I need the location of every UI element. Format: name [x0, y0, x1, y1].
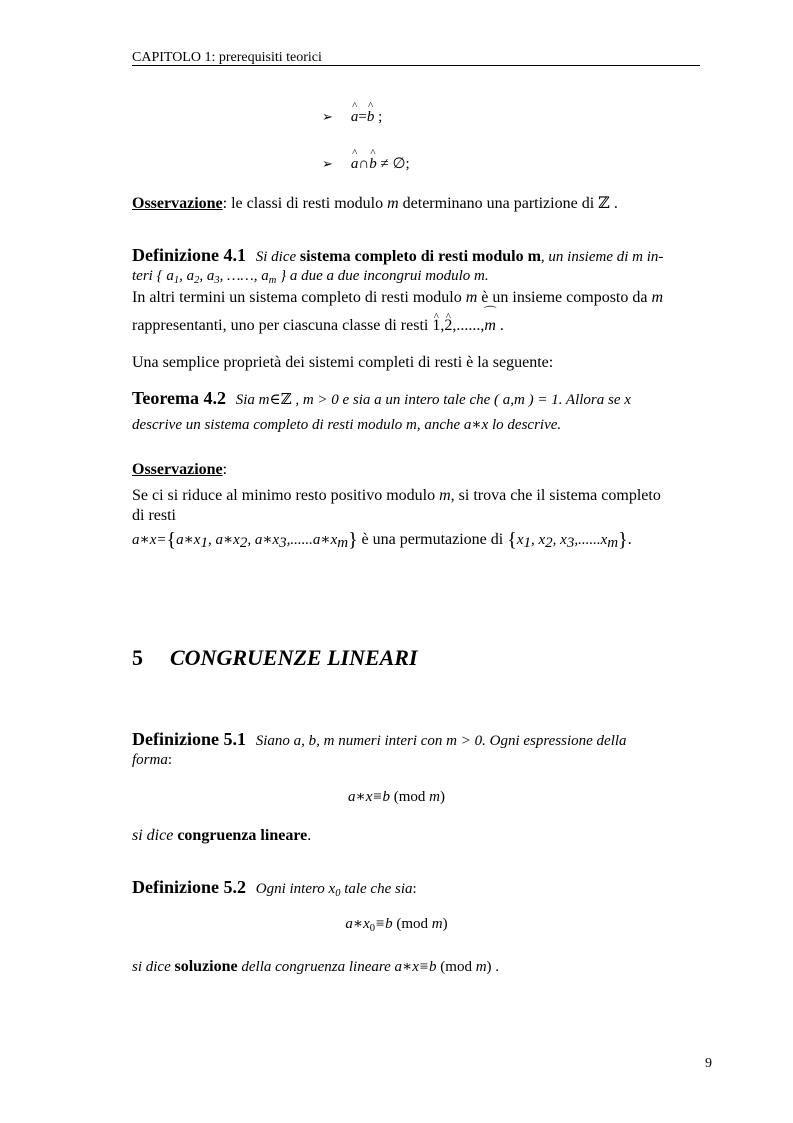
formula-lhs: ^ a [351, 156, 359, 173]
section-number: 5 [132, 645, 143, 670]
section-title: CONGRUENZE LINEARI [170, 645, 418, 670]
osservazione-2-label: Osservazione: [132, 461, 228, 478]
formula-op: ∩ [358, 156, 370, 172]
osservazione-label: Osservazione [132, 461, 223, 478]
formula-op: = [358, 109, 367, 125]
osservazione-partizione: Osservazione: le classi di resti modulo m determinano una partizione di ℤ . [132, 195, 618, 212]
solution-formula: $a∗x_0\equiv b$ (mod m) [345, 916, 448, 934]
formula-lhs: ^ a [351, 109, 359, 126]
formula-tail: ≠ ∅; [376, 156, 410, 172]
chapter-header: CAPITOLO 1: prerequisiti teorici [132, 50, 322, 65]
bullet-equal-classes [322, 108, 382, 126]
formula-rhs: ^ b [369, 156, 377, 173]
theorem-heading: Teorema 4.2 [132, 388, 226, 408]
definition-heading: Definizione 4.1 [132, 245, 246, 265]
definizione-5-2-conclusion: si dice soluzione della congruenza lineare a∗x≡b (mod m) . [132, 958, 500, 975]
definizione-4-1-line4: rappresentanti, uno per ciascuna classe di resti ^ 1,^ 2,......,⌒ m . [132, 315, 504, 337]
teorema-4-2-line1: Teorema 4.2 Sia m∈ℤ , m > 0 e sia a un intero tale che ( a,m ) = 1. Allora se x [132, 388, 631, 408]
page-number: 9 [705, 1056, 712, 1071]
definizione-5-1-line2: forma: [132, 752, 173, 768]
bullet-intersection [322, 154, 410, 173]
intro-sentence: Una semplice proprietà dei sistemi completi di resti è la seguente: [132, 354, 554, 371]
definizione-4-1-line2: teri { $a_1$, $a_2$, $a_3$, ……, $a_m$ } a due a due incongrui modulo m. [132, 268, 489, 286]
definition-heading: Definizione 5.1 [132, 729, 246, 749]
linear-congruence-formula: a∗x≡b (mod m) [348, 789, 445, 805]
osservazione-2-line2: di resti [132, 507, 176, 524]
formula-rhs: ^ b [367, 109, 375, 126]
osservazione-label: Osservazione [132, 195, 223, 212]
permutation-formula: $a∗x=\{a∗x_1$, $a∗x_2$, $a∗x_3,......a∗x_m$} è una permutazione di {$x_1$, $x_2$, $x_3,......x_m$}. [132, 529, 632, 551]
definition-heading: Definizione 5.2 [132, 877, 246, 897]
section-heading [132, 645, 418, 671]
definizione-5-1-line1: Definizione 5.1 Siano a, b, m numeri interi con m > 0. Ogni espressione della [132, 729, 627, 749]
definizione-5-1-conclusion: si dice congruenza lineare. [132, 827, 312, 844]
formula-tail: ; [374, 109, 383, 125]
definizione-4-1-line3: In altri termini un sistema completo di resti modulo m è un insieme composto da m [132, 289, 664, 306]
teorema-4-2-line2: descrive un sistema completo di resti modulo m, anche a∗x lo descrive. [132, 417, 562, 433]
definizione-4-1-line1: Definizione 4.1 Si dice sistema completo di resti modulo m, un insieme di m in- [132, 245, 664, 265]
bullet-arrow-icon: ➢ [322, 109, 333, 124]
header-rule [132, 65, 700, 66]
osservazione-2-line1: Se ci si riduce al minimo resto positivo modulo m, si trova che il sistema completo [132, 487, 661, 504]
bullet-arrow-icon: ➢ [322, 156, 333, 171]
definizione-5-2-line1: Definizione 5.2 Ogni intero $x_0$ tale che sia: [132, 877, 417, 899]
